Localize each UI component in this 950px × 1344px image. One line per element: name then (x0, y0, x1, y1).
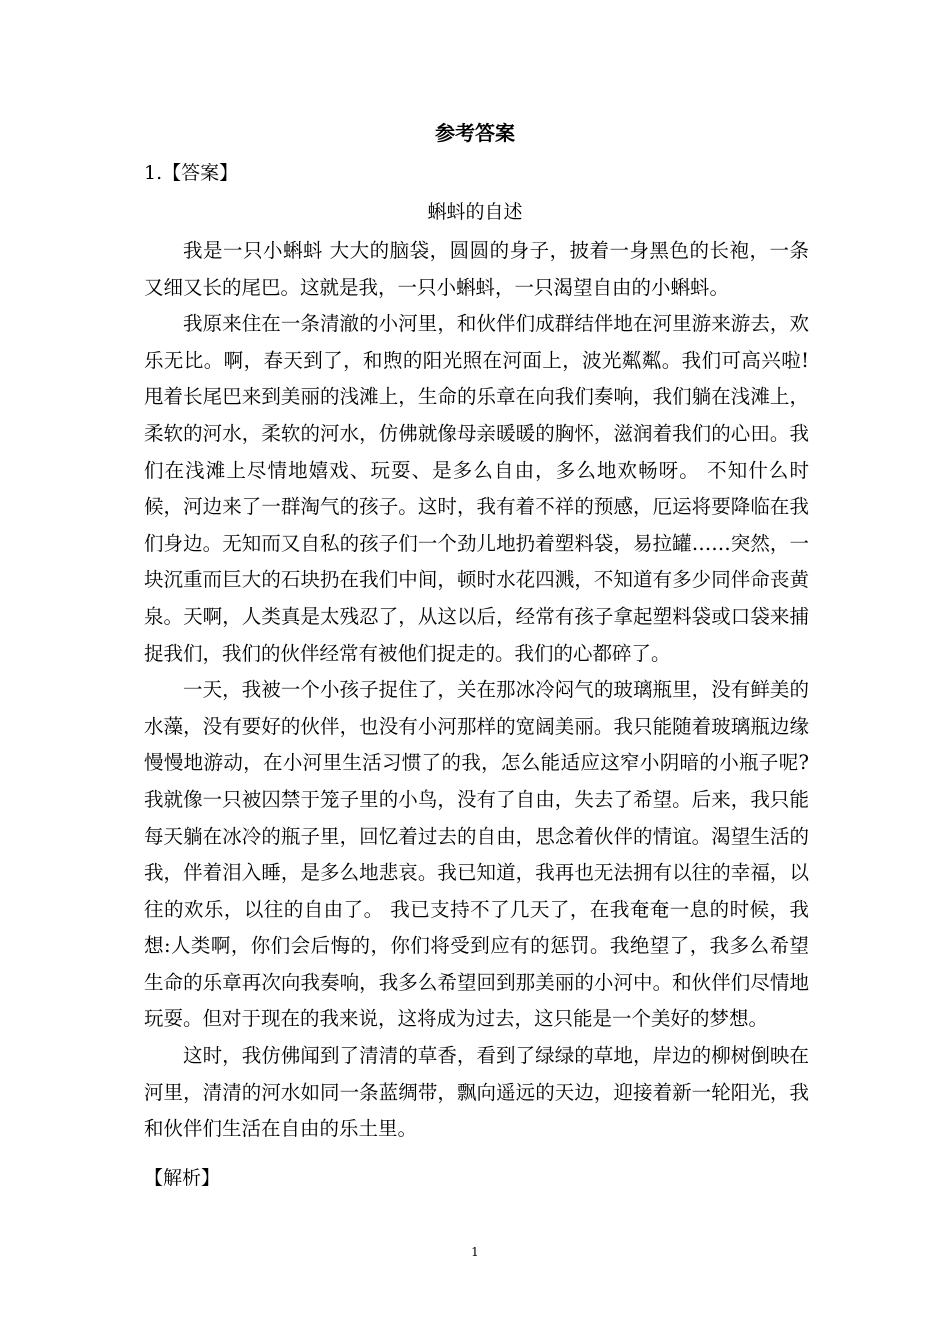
essay-paragraph: 一天，我被一个小孩子捉住了，关在那冰冷闷气的玻璃瓶里，没有鲜美的水藻，没有要好的伙伴，也没有小河那样的宽阔美丽。我只能随着玻璃瓶边缘慢慢地游动，在小河里生活习惯了的我，怎么能适应这窄小阴暗的小瓶子呢?我就像一只被囚禁于笼子里的小鸟，没有了自由，失去了希望。后来，我只能每天躺在冰冷的瓶子里，回忆着过去的自由，思念着伙伴的情谊。渴望生活的我，伴着泪入睡，是多么地悲哀。我已知道，我再也无法拥有以往的幸福，以往的欢乐，以往的自由了。 我已支持不了几天了，在我奄奄一息的时候，我想:人类啊，你们会后悔的，你们将受到应有的惩罚。我绝望了，我多么希望生命的乐章再次向我奏响，我多么希望回到那美丽的小河中。和伙伴们尽情地玩耍。但对于现在的我来说，这将成为过去，这只能是一个美好的梦想。 (144, 678, 809, 1031)
answer-label: 1.【答案】 (144, 162, 239, 184)
essay-paragraph: 我是一只小蝌蚪 大大的脑袋，圆圆的身子，披着一身黑色的长袍，一条又细又长的尾巴。这就是我，一只小蝌蚪，一只渴望自由的小蝌蚪。 (144, 239, 809, 299)
essay-body (144, 233, 809, 1148)
analysis-label: 【解析】 (144, 1167, 221, 1189)
page-title: 参考答案 (435, 121, 515, 145)
essay-paragraph: 这时，我仿佛闻到了清清的草香，看到了绿绿的草地，岸边的柳树倒映在河里，清清的河水如同一条蓝绸带，飘向遥远的天边，迎接着新一轮阳光，我和伙伴们生活在自由的乐土里。 (144, 1044, 809, 1141)
essay-title: 蝌蚪的自述 (427, 201, 523, 223)
essay-paragraph: 我原来住在一条清澈的小河里，和伙伴们成群结伴地在河里游来游去，欢乐无比。啊，春天到了，和煦的阳光照在河面上，波光粼粼。我们可高兴啦!甩着长尾巴来到美丽的浅滩上，生命的乐章在向我们奏响，我们躺在浅滩上，柔软的河水，柔软的河水，仿佛就像母亲暖暖的胸怀，滋润着我们的心田。我们在浅滩上尽情地嬉戏、玩耍、是多么自由，多么地欢畅呀。 不知什么时候，河边来了一群淘气的孩子。这时，我有着不祥的预感，厄运将要降临在我们身边。无知而又自私的孩子们一个劲儿地扔着塑料袋，易拉罐……突然，一块沉重而巨大的石块扔在我们中间，顿时水花四溅，不知道有多少同伴命丧黄泉。天啊，人类真是太残忍了，从这以后，经常有孩子拿起塑料袋或口袋来捕捉我们，我们的伙伴经常有被他们捉走的。我们的心都碎了。 (144, 312, 809, 665)
page-number: 1 (471, 1245, 479, 1259)
